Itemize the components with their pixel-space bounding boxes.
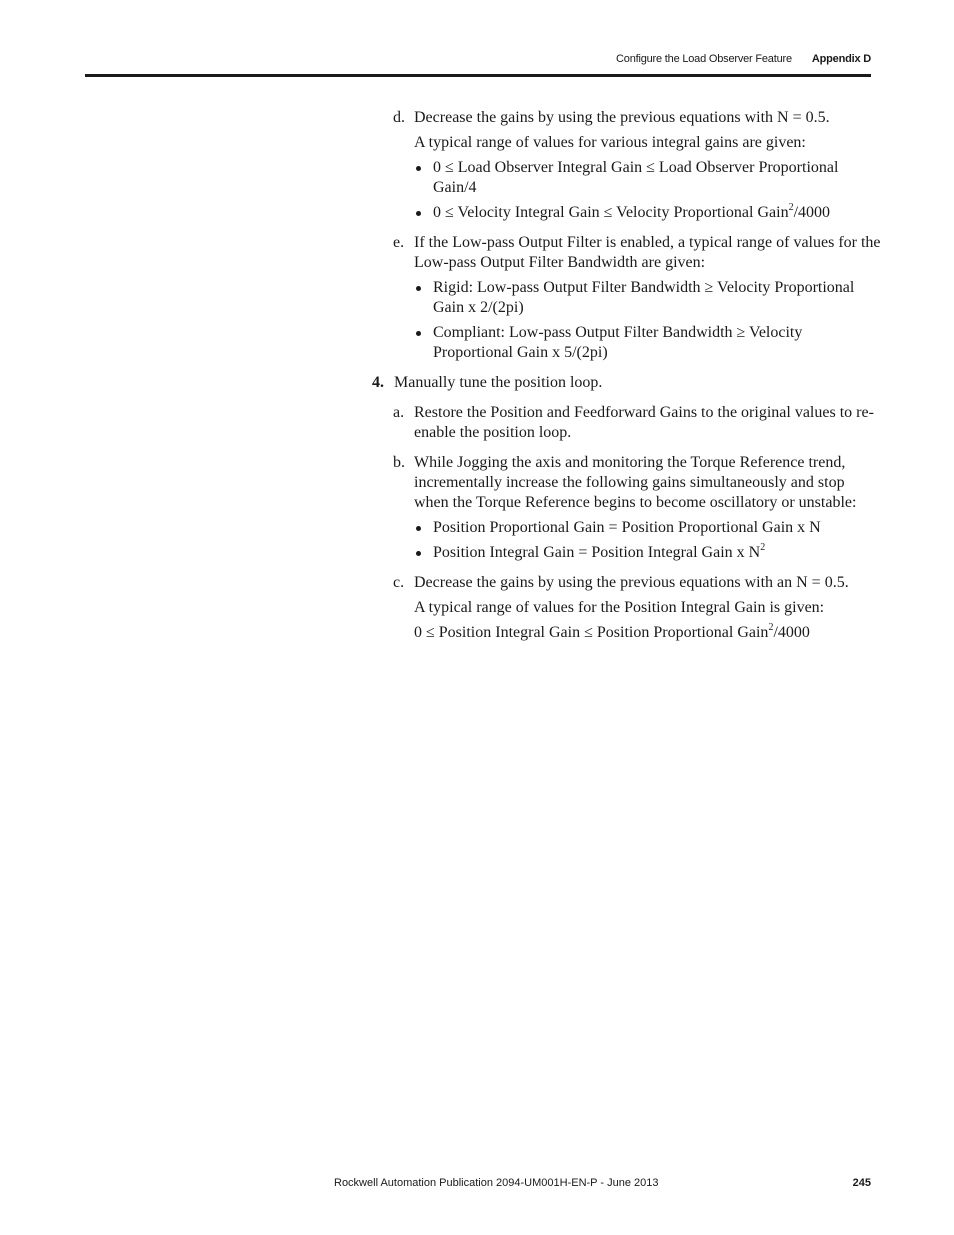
step-b-bullet-1: Position Proportional Gain = Position Proportional Gain x N [433,519,821,536]
bullet-icon [416,211,421,216]
step-a-line-1: Restore the Position and Feedforward Gains to the original values to re- [414,404,874,421]
step-a-marker: a. [393,404,405,421]
equation-text: Position Integral Gain = Position Integral Gain x N [433,544,761,561]
step-e-line-2: Low-pass Output Filter Bandwidth are given: [414,254,706,271]
equation-text: 0 ≤ Velocity Integral Gain ≤ Velocity Proportional Gain [433,204,789,221]
step-b-line-3: when the Torque Reference begins to become oscillatory or unstable: [414,494,857,511]
step-e-bullet-1-line-2: Gain x 2/(2pi) [433,299,524,316]
appendix-label: Appendix D [811,53,871,65]
header-rule [85,74,871,77]
step-d-note: A typical range of values for various integral gains are given: [414,134,806,151]
publication-info: Rockwell Automation Publication 2094-UM001H-EN-P - June 2013 [334,1177,659,1189]
step-e-bullet-1-line-1: Rigid: Low-pass Output Filter Bandwidth ≥ Velocity Proportional [433,279,855,296]
step-e-line-1: If the Low-pass Output Filter is enabled, a typical range of values for the [414,234,881,251]
step-e-marker: e. [393,234,405,251]
step-d-bullet-1-line-2: Gain/4 [433,179,477,196]
step-4-marker: 4. [372,374,384,391]
equation-text: 0 ≤ Position Integral Gain ≤ Position Proportional Gain [414,624,769,641]
superscript: 2 [760,542,766,553]
superscript: 2 [788,202,794,213]
step-c-equation [414,623,810,643]
bullet-icon [416,526,421,531]
equation-text: /4000 [793,204,831,221]
bullet-icon [416,551,421,556]
step-d-bullet-2 [433,203,830,223]
step-a-line-2: enable the position loop. [414,424,572,441]
step-d-text: Decrease the gains by using the previous equations with N = 0.5. [414,109,830,126]
step-e-bullet-2-line-1: Compliant: Low-pass Output Filter Bandwidth ≥ Velocity [433,324,803,341]
page-header [616,53,871,65]
step-b-bullet-2 [433,543,765,563]
step-c-text: Decrease the gains by using the previous equations with an N = 0.5. [414,574,849,591]
step-d-marker: d. [393,109,405,126]
step-4-text: Manually tune the position loop. [394,374,603,391]
bullet-icon [416,166,421,171]
equation-text: /4000 [773,624,810,641]
section-title: Configure the Load Observer Feature [616,53,792,65]
step-c-note: A typical range of values for the Position Integral Gain is given: [414,599,825,616]
step-e-bullet-2-line-2: Proportional Gain x 5/(2pi) [433,344,608,361]
step-d-bullet-1-line-1: 0 ≤ Load Observer Integral Gain ≤ Load Observer Proportional [433,159,839,176]
bullet-icon [416,331,421,336]
step-b-line-1: While Jogging the axis and monitoring the Torque Reference trend, [414,454,846,471]
page-number: 245 [852,1177,871,1189]
step-b-line-2: incrementally increase the following gains simultaneously and stop [414,474,845,491]
step-b-marker: b. [393,454,405,471]
bullet-icon [416,286,421,291]
step-c-marker: c. [393,574,405,591]
superscript: 2 [768,622,774,633]
